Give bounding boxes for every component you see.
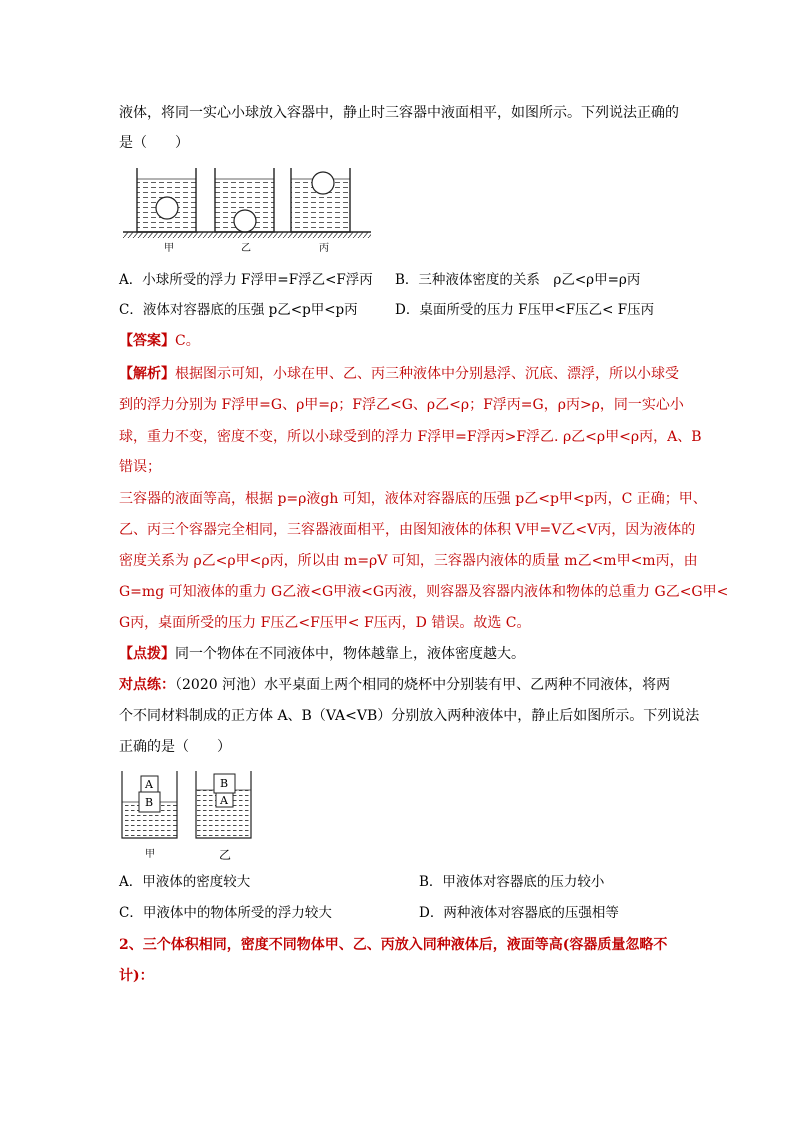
beaker-yi	[196, 771, 251, 838]
q1-option-c: C．液体对容器底的压强 p乙<p甲<p丙	[119, 302, 358, 318]
q1-option-a: A．小球所受的浮力 F浮甲=F浮乙<F浮丙	[119, 272, 373, 288]
analysis-line-8: G=mg 可知液体的重力 G乙液<G甲液<G丙液，则容器及容器内液体和物体的总重力 G乙<G甲<	[119, 584, 729, 600]
block-b-jia: B	[145, 796, 154, 809]
answer-line	[119, 331, 200, 351]
container-jia	[137, 168, 196, 232]
analysis-line-2: 到的浮力分别为 F浮甲=G、ρ甲=ρ；F浮乙<G、ρ乙<ρ；F浮丙=G，ρ丙>ρ，同一实心小	[119, 397, 684, 413]
tip-text: 同一个物体在不同液体中，物体越靠上，液体密度越大。	[175, 646, 525, 662]
practice-line-2: 个不同材料制成的正方体 A、B（VA<VB）分别放入两种液体中，静止后如图所示。下列说法	[119, 708, 700, 724]
figure1-label-bing: 丙	[319, 243, 329, 254]
q2-option-d: D．两种液体对容器底的压强相等	[419, 905, 619, 921]
tip-label: 【点拨】	[119, 646, 175, 662]
tip-line	[119, 644, 525, 664]
q1-option-b: B．三种液体密度的关系 ρ乙<ρ甲=ρ丙	[395, 272, 641, 288]
analysis-line-1: 【解析】根据图示可知，小球在甲、乙、丙三种液体中分别悬浮、沉底、漂浮，所以小球受	[119, 366, 679, 382]
analysis-line-4: 错误；	[119, 459, 161, 475]
analysis-line-3: 球，重力不变，密度不变，所以小球受到的浮力 F浮甲=F浮丙>F浮乙. ρ乙<ρ甲<ρ丙，A、B	[119, 429, 702, 445]
section2-line-1: 2、三个体积相同，密度不同物体甲、乙、丙放入同种液体后，液面等高(容器质量忽略不	[119, 937, 668, 953]
analysis-line-7: 密度关系为 ρ乙<ρ甲<ρ丙，所以由 m=ρV 可知，三容器内液体的质量 m乙<m甲<m丙，由	[119, 553, 698, 569]
section2-line-2: 计)：	[119, 968, 154, 984]
figure1-label-jia: 甲	[164, 243, 174, 254]
practice-line-3: 正确的是（ ）	[119, 739, 231, 755]
q2-option-b: B．甲液体对容器底的压力较小	[419, 874, 605, 890]
beaker-jia	[122, 771, 177, 838]
practice-label: 对点练：	[119, 677, 175, 693]
answer-label: 【答案】	[119, 333, 175, 349]
q2-option-a: A．甲液体的密度较大	[119, 874, 251, 890]
block-a-jia: A	[145, 778, 153, 791]
container-yi	[215, 168, 274, 232]
figure-two-beakers	[119, 768, 289, 866]
figure1-label-yi: 乙	[241, 243, 251, 254]
q1-option-d: D．桌面所受的压力 F压甲<F压乙< F压丙	[395, 302, 655, 318]
practice-line-1: 对点练：（2020 河池）水平桌面上两个相同的烧杯中分别装有甲、乙两种不同液体，将两	[119, 677, 671, 693]
container-bing	[291, 168, 350, 232]
block-b-yi: B	[220, 777, 229, 790]
q2-option-c: C．甲液体中的物体所受的浮力较大	[119, 905, 332, 921]
figure2-label-jia: 甲	[145, 849, 155, 860]
analysis-line-6: 乙、丙三个容器完全相同，三容器液面相平，由图知液体的体积 V甲=V乙<V丙，因为液体的	[119, 522, 696, 538]
analysis-line-9: G丙，桌面所受的压力 F压乙<F压甲< F压丙，D 错误。故选 C。	[119, 615, 531, 631]
answer-value: C。	[175, 333, 200, 349]
figure2-label-yi: 乙	[219, 848, 232, 862]
intro-line-2: 是（ ）	[119, 135, 189, 151]
block-a-yi: A	[220, 794, 228, 807]
analysis-line-5: 三容器的液面等高，根据 p=ρ液gh 可知，液体对容器底的压强 p乙<p甲<p丙，C 正确；甲、	[119, 491, 707, 507]
figure-three-containers	[119, 165, 379, 257]
analysis-label: 【解析】	[119, 366, 175, 382]
intro-line-1: 液体，将同一实心小球放入容器中，静止时三容器中液面相平，如图所示。下列说法正确的	[119, 105, 679, 121]
